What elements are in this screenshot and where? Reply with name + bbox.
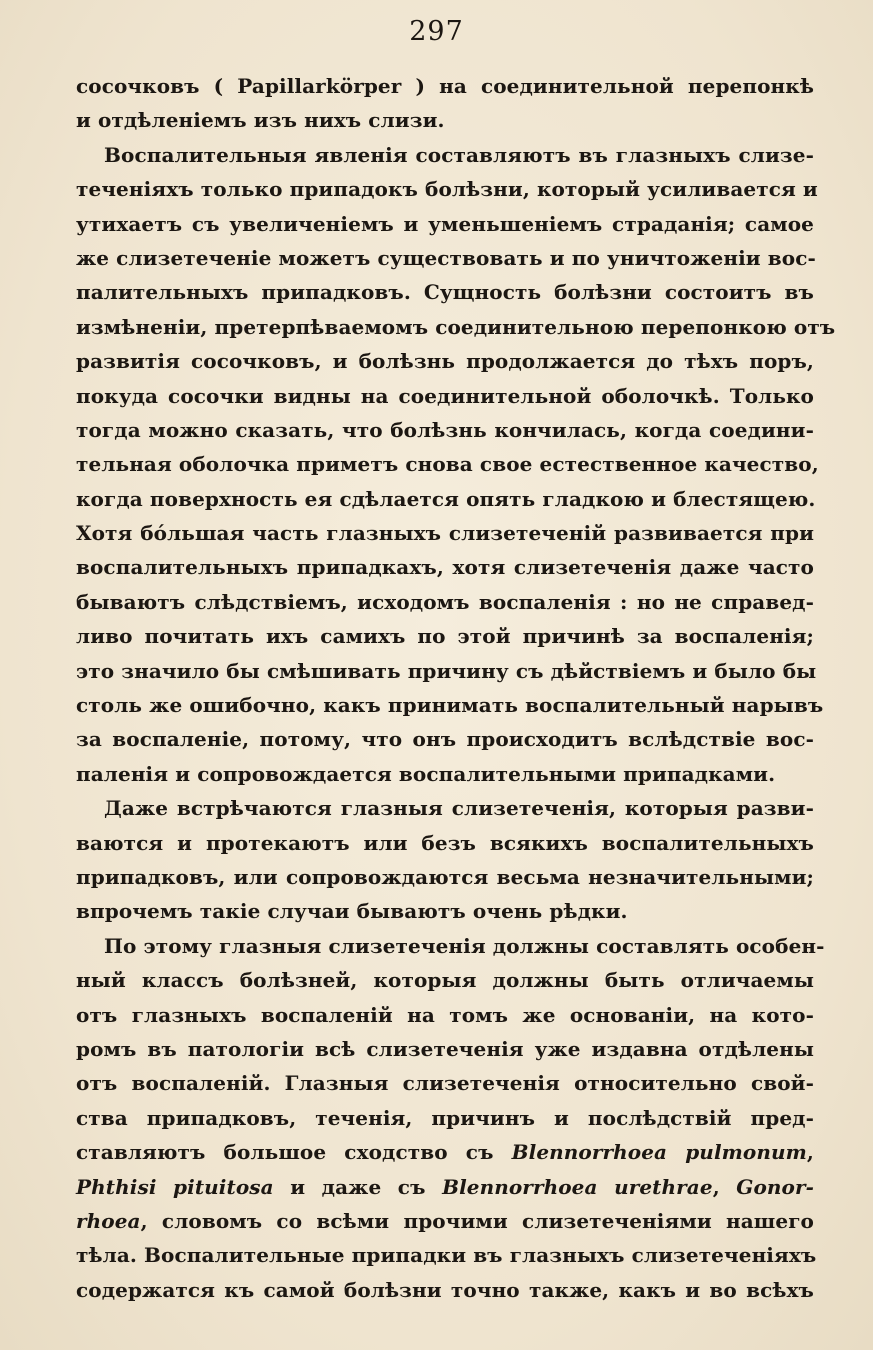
text-line: отъ воспаленій. Глазныя слизетеченія относительно свой-	[76, 1071, 814, 1096]
text-line: содержатся къ самой болѣзни точно также, какъ и во всѣхъ	[76, 1277, 814, 1302]
text-line: тѣла. Воспалительные припадки въ глазныхъ слизетеченіяхъ	[76, 1243, 817, 1268]
text-line: столь же ошибочно, какъ принимать воспалительный нарывъ	[76, 693, 824, 718]
text-line: бываютъ слѣдствіемъ, исходомъ воспаленія : но не справед-	[76, 589, 814, 614]
text-line: измѣненіи, претерпѣваемомъ соединительною перепонкою отъ	[76, 314, 836, 339]
text-line: тельная оболочка приметъ снова свое естественное качество,	[76, 452, 819, 477]
text-line: и отдѣленіемъ изъ нихъ слизи.	[76, 108, 445, 133]
text-line: развитія сосочковъ, и болѣзнь продолжается до тѣхъ поръ,	[76, 349, 814, 374]
text-line: отъ глазныхъ воспаленій на томъ же основаніи, на кото-	[76, 1002, 814, 1027]
text-line: Воспалительныя явленія составляютъ въ глазныхъ слизе-	[104, 142, 814, 167]
text-line: сосочковъ ( Papillarkörper ) на соединительной перепонкѣ	[76, 74, 814, 98]
text-line: По этому глазныя слизетеченія должны составлять особен-	[104, 933, 825, 958]
body-text	[76, 69, 836, 1307]
text-line: покуда сосочки видны на соединительной оболочкѣ. Только	[76, 383, 814, 408]
text-line: палительныхъ припадковъ. Сущность болѣзни состоитъ въ	[76, 280, 814, 305]
text-line: ства припадковъ, теченія, причинъ и послѣдствій пред-	[76, 1105, 814, 1130]
text-line: воспалительныхъ припадкахъ, хотя слизетеченія даже часто	[76, 555, 814, 580]
text-line: же слизетеченіе можетъ существовать и по уничтоженіи вос-	[76, 245, 816, 270]
text-line: когда поверхность ея сдѣлается опять гладкою и блестящею.	[76, 486, 816, 511]
text-line: паленія и сопровождается воспалительными припадками.	[76, 761, 776, 786]
text-line: утихаетъ съ увеличеніемъ и уменьшеніемъ страданія; самое	[76, 211, 814, 236]
text-line: Хотя бóльшая часть глазныхъ слизетеченій развивается при	[76, 521, 814, 546]
text-line: тогда можно сказать, что болѣзнь кончилась, когда соедини-	[76, 417, 814, 442]
text-line: это значило бы смѣшивать причину съ дѣйствіемъ и было бы	[76, 658, 817, 683]
text-line: rhoea, словомъ со всѣми прочими слизетеченіями нашего	[76, 1208, 814, 1233]
text-line: Даже встрѣчаются глазныя слизетеченія, которыя разви-	[104, 796, 814, 821]
text-line: впрочемъ такіе случаи бываютъ очень рѣдки.	[76, 899, 628, 924]
text-line: теченіяхъ только припадокъ болѣзни, который усиливается и	[76, 177, 818, 202]
text-line: припадковъ, или сопровождаются весьма незначительными;	[76, 864, 814, 889]
text-line: ваются и протекаютъ или безъ всякихъ воспалительныхъ	[76, 830, 814, 855]
text-line: Phthisi pituitosa и даже съ Blennorrhoea urethrae, Gonor-	[76, 1174, 815, 1199]
text-line: ный классъ болѣзней, которыя должны быть отличаемы	[76, 968, 814, 993]
text-line: ромъ въ патологіи всѣ слизетеченія уже издавна отдѣлены	[76, 1036, 814, 1061]
text-line: ливо почитать ихъ самихъ по этой причинѣ за воспаленія;	[76, 624, 814, 649]
text-line: за воспаленіе, потому, что онъ происходитъ вслѣдствіе вос-	[76, 727, 814, 752]
text-line: ставляютъ большое сходство съ Blennorrhoea pulmonum,	[76, 1140, 814, 1165]
page-number: 297	[409, 16, 464, 47]
